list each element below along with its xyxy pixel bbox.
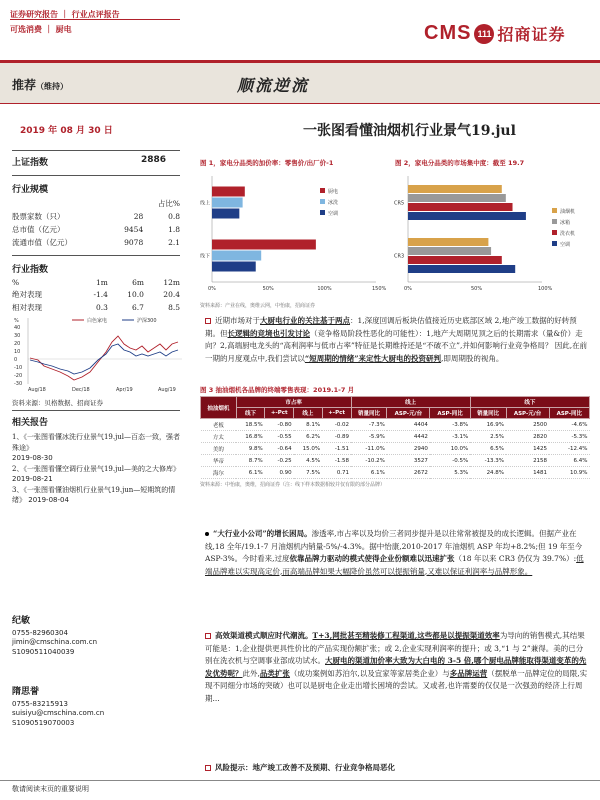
table-cell: 4.5% xyxy=(294,455,322,467)
x-tick-label: Aug/18 xyxy=(28,387,46,392)
logo-cn-text: 招商证券 xyxy=(497,25,566,44)
related-item[interactable]: 3、《一张图看懂油烟机行业景气19.jun—短期筑的情绪》 2019-08-04 xyxy=(12,485,176,504)
left-source: 资料来源：贝格数据、招商证券 xyxy=(12,399,103,407)
fig1-chart xyxy=(198,170,388,300)
table-cell: 4404 xyxy=(387,419,430,431)
x-tick-label: 50% xyxy=(471,286,483,292)
table-cell: -0.55 xyxy=(265,431,294,443)
divider xyxy=(12,175,180,176)
legend-swatch xyxy=(552,241,557,246)
table-cell: 2500 xyxy=(506,419,549,431)
brand-cell: 华帝 xyxy=(201,455,237,467)
main-title: 一张图看懂油烟机行业景气19.jul xyxy=(303,123,516,139)
table-cell: -1.58 xyxy=(322,455,351,467)
x-tick-label: 0% xyxy=(404,286,412,292)
fig2-title: 图 2，家电分品类的市场集中度：截至 19.7 xyxy=(395,159,525,167)
legend-label: 白色家电 xyxy=(87,318,108,324)
table-cell: -0.89 xyxy=(322,431,351,443)
table-row xyxy=(201,443,590,455)
left-column xyxy=(12,150,180,314)
legend-label: 沪深300 xyxy=(137,318,157,324)
table-row xyxy=(201,455,590,467)
x-tick-label: Aug/19 xyxy=(158,387,176,392)
table-cell: 8.1% xyxy=(294,419,322,431)
bar xyxy=(408,212,526,220)
series-line-appliance xyxy=(30,336,178,380)
table-cell: -1.51 xyxy=(322,443,351,455)
index-box xyxy=(12,155,180,168)
table-cell: 0.90 xyxy=(265,467,294,479)
table-row: 总市值（亿元） 9454 1.8 xyxy=(12,225,180,234)
table-cell: -3.8% xyxy=(430,419,470,431)
legend-label: 空调 xyxy=(560,242,571,248)
table-row xyxy=(201,419,590,431)
table-cell: 2940 xyxy=(387,443,430,455)
left-lower xyxy=(12,398,180,506)
legend-label: 油烟机 xyxy=(560,209,576,215)
logo-cms-text: CMS xyxy=(424,22,472,44)
category-label: CR3 xyxy=(394,253,405,260)
bar xyxy=(212,198,243,208)
legend-swatch xyxy=(552,230,557,235)
table-cell: 7.5% xyxy=(294,467,322,479)
y-tick-label: 0 xyxy=(14,357,18,363)
table-cell: 16.8% xyxy=(236,431,264,443)
bar xyxy=(212,187,245,197)
banner-red-bottom xyxy=(0,103,600,104)
table-row: 股票家数（只） 28 0.8 xyxy=(12,212,180,221)
table-cell: 1425 xyxy=(506,443,549,455)
table-cell: -5.9% xyxy=(351,431,387,443)
table-cell: 6.2% xyxy=(294,431,322,443)
table-cell: 4442 xyxy=(387,431,430,443)
table-row: 流通市值（亿元） 9078 2.1 xyxy=(12,238,180,247)
bar xyxy=(212,251,261,261)
bar xyxy=(408,185,502,193)
bar xyxy=(408,194,506,202)
paragraph-bullet-1: “大行业小公司”的增长困局。渗透率,市占率以及均价三者同步提升是以往常常被提及的成长逻辑。但据产业在线,18 全年/19.1-7 月油烟机内销量-5%/-4.3%。据中怡康,2010-2017 年油烟机 ASP 年均+8.2%;但 19 年至今 ASP-3%。今时看来,过度依靠品牌力驱动的模式使得企业份额难以迅速扩张（18 年以来 CR3 仍仅为 39.7%）:低端品牌难以实现高定价,而高端品牌如果大幅降价虽然可以提振销量,又难以保证利润率与品牌形象。 xyxy=(205,529,584,576)
industry-scale-table xyxy=(12,197,180,249)
table-cell: 2.5% xyxy=(470,431,506,443)
table-cell: 5.3% xyxy=(430,467,470,479)
pct-header: 占比% xyxy=(157,199,180,208)
table-cell: 10.9% xyxy=(549,467,589,479)
index-line-chart xyxy=(12,314,187,392)
table3-title: 图 3 抽油烟机各品牌的终端零售表现：2019.1-7 月 xyxy=(200,386,355,394)
table-row: 绝对表现 -1.4 10.0 20.4 xyxy=(12,290,180,299)
legend-swatch xyxy=(320,210,325,215)
logo xyxy=(424,22,565,45)
x-tick-label: 100% xyxy=(538,286,553,292)
table-cell: -0.02 xyxy=(322,419,351,431)
related-list xyxy=(12,432,180,506)
legend-label: 冰箱 xyxy=(560,220,571,226)
divider xyxy=(12,150,180,151)
legend-label: 冰洗 xyxy=(328,200,339,206)
table-cell: 2820 xyxy=(506,431,549,443)
industry-index-table: % 1m 6m 12m 绝对表现 -1.4 10.0 20.4 相对表现 0.3 6.7 8.5 xyxy=(12,278,180,312)
table-cell: 8.7% xyxy=(236,455,264,467)
table-cell: -3.1% xyxy=(430,431,470,443)
related-item[interactable]: 2、《一张图看懂空调行业景气19.jul—美的之大修库》 2019-08-21 xyxy=(12,464,181,483)
y-tick-label: 30 xyxy=(14,333,21,339)
related-title: 相关报告 xyxy=(12,418,49,428)
y-tick-label: % xyxy=(14,318,19,324)
y-tick-label: 20 xyxy=(14,341,21,347)
table-cell: 10.0% xyxy=(430,443,470,455)
bar xyxy=(408,203,513,211)
risk-note: 风险提示：地产竣工改善不及预期、行业竞争格局恶化 xyxy=(205,762,590,775)
square-bullet-icon xyxy=(205,765,211,771)
table-row xyxy=(201,431,590,443)
x-tick-label: Apr/19 xyxy=(116,387,133,392)
table3-source: 资料来源：中怡康，奥维，招商证券（注：线下样本数据相较并仅有限的部分品牌） xyxy=(200,482,386,488)
divider xyxy=(12,255,180,256)
table-cell: 6.1% xyxy=(351,467,387,479)
table-cell: -0.64 xyxy=(265,443,294,455)
table-cell: -10.2% xyxy=(351,455,387,467)
analyst-name: 隋思誉 xyxy=(12,687,40,697)
legend-swatch xyxy=(320,188,325,193)
rating-label: 推荐（维持） xyxy=(12,78,69,92)
bar xyxy=(212,240,316,250)
table-row: 相对表现 0.3 6.7 8.5 xyxy=(12,303,180,312)
table-cell: 1481 xyxy=(506,467,549,479)
y-tick-label: 40 xyxy=(14,325,21,331)
table-cell: -0.5% xyxy=(430,455,470,467)
table-cell: -11.0% xyxy=(351,443,387,455)
table-cell: 2672 xyxy=(387,467,430,479)
square-bullet-icon xyxy=(205,318,211,324)
index-value: 2886 xyxy=(140,155,166,165)
fig1-source: 资料来源：产业在线，奥维云网，中怡康，招商证券 xyxy=(200,303,316,309)
x-tick-label: 100% xyxy=(317,286,332,292)
fig2-chart xyxy=(392,170,592,300)
paragraph-bullet-2: 高效渠道模式顺应时代潮流。T+3,网批甚至精装修工程渠道,这些都是以提振渠道效率为导向的销售模式,其结果可能是：1,企业提供更具性价比的产品实现份额扩张；或 2,企业实现利润率的提升；或 3,“1 与 2”兼得。美的已分别在洗衣机与空调事业部成功试水。大厨电的渠道加价率大致为大白电的 3-5 倍,哪个厨电品牌能取得渠道变革的先发优势呢？此外,品类扩张（成功案例如苏泊尔,以及宜家等家居类企业）与多品牌运营（摆脱单一品牌定位的局限,实现不同细分市场的突破）也可以是厨电企业走出增长困境的尝试。又或者,也许需要的仅仅是一次强劲的经济上行周期... xyxy=(205,631,588,703)
table-cell: -7.3% xyxy=(351,419,387,431)
analyst-1 xyxy=(12,617,97,657)
analyst-id: S1090519070003 xyxy=(12,718,75,727)
divider xyxy=(12,410,180,411)
analyst-phone: 0755-83215913 xyxy=(12,699,68,708)
brand-cell: 老板 xyxy=(201,419,237,431)
category-label: CR5 xyxy=(394,200,405,207)
table-cell: -12.4% xyxy=(549,443,589,455)
x-tick-label: 150% xyxy=(372,286,387,292)
table-cell: 15.0% xyxy=(294,443,322,455)
table-cell: 6.4% xyxy=(549,455,589,467)
square-bullet-icon xyxy=(205,633,211,639)
brand-cell: 美的 xyxy=(201,443,237,455)
table-cell: -4.6% xyxy=(549,419,589,431)
table-cell: -5.3% xyxy=(549,431,589,443)
bar xyxy=(408,247,491,255)
paragraph-1: 近期市场对于大厨电行业的关注基于两点：1,深度回调后板块估值接近历史底部区域 2,地产竣工数据的好转预期。但长逻辑的竞境也引发讨论（竞争格局阶段性恶化的可能性）：1,地产大周期见顶之后的长期需求（量&价）走向？2,高端厨电龙头的“高利润率与低市占率”特征是长期维持还是“不破不立”,并如何影响行业竞争格局？ 因此,在前一期的月度观点中,我们尝试以“短周期的情绪”来定性大厨电的投资研判,即周期股的视角。 xyxy=(205,316,588,363)
legend-label: 空调 xyxy=(328,211,339,217)
table3: 抽油烟机 市占率 线上 线下 线下 +-Pct 线上 +-Pct 销量同比 ASP-元/台 ASP-同比 销量同比 ASP-元/台 ASP-同比 老板 18.5% -0.80 8.1% -0.02 -7.3% 4404 -3.8% 16.9% 2500 -4.6% 方太 16.8% -0.55 6.2% -0.89 -5.9% 4442 -3.1% 2.5% 2820 -5.3% 美的 9.8% -0.64 15.0% -1.51 -11.0% 2940 10.0% 6.5% 1425 -12.4% 华帝 8.7% -0.25 4.5% -1.58 -10.2% 3527 -0.5% -13.3% 2158 6.4% 海尔 6.1% 0.90 7.5% 0.71 6.1% 2672 5.3% 24.8% 1481 10.9% 资料来源：中怡康，奥维，招商证券（注：线下样本数据相较并仅有限的部分品牌） xyxy=(200,396,590,488)
table-cell: -0.25 xyxy=(265,455,294,467)
legend-label: 洗衣机 xyxy=(560,231,576,237)
report-type: 证券研究报告 ｜ 行业点评报告 xyxy=(10,10,120,19)
report-sector: 可选消费 ｜ 厨电 xyxy=(10,25,72,34)
related-item[interactable]: 1、《一张图看懂冰洗行业景气19.jul—百态一致，强者殊途》 2019-08-30 xyxy=(12,433,181,462)
table-cell: -0.80 xyxy=(265,419,294,431)
table-cell: 9.8% xyxy=(236,443,264,455)
industry-scale-title: 行业规模 xyxy=(12,185,49,195)
y-tick-label: 10 xyxy=(14,349,21,355)
category-label: 线上 xyxy=(200,200,211,207)
bar xyxy=(408,265,515,273)
legend-swatch xyxy=(552,208,557,213)
bar xyxy=(212,262,256,272)
bar xyxy=(212,209,239,219)
brand-cell: 方太 xyxy=(201,431,237,443)
analyst-email[interactable]: suisiyu@cmschina.com.cn xyxy=(12,709,105,717)
report-date: 2019 年 08 月 30 日 xyxy=(20,126,113,136)
title-banner xyxy=(0,63,600,103)
brand-cell: 海尔 xyxy=(201,467,237,479)
y-tick-label: -30 xyxy=(14,381,23,387)
table-cell: 2158 xyxy=(506,455,549,467)
header-divider xyxy=(10,19,180,20)
analyst-id: S1090511040039 xyxy=(12,647,75,656)
analyst-phone: 0755-82960304 xyxy=(12,628,68,637)
fig1-title: 图 1，家电分品类的加价率：零售价/出厂价-1 xyxy=(200,159,334,167)
table-row xyxy=(201,467,590,479)
bar xyxy=(408,256,502,264)
bullet-icon xyxy=(205,532,209,536)
footer-note: 敬请阅读末页的重要说明 xyxy=(12,785,89,793)
bar xyxy=(408,238,488,246)
table-cell: 16.9% xyxy=(470,419,506,431)
table-cell: 3527 xyxy=(387,455,430,467)
legend-swatch xyxy=(320,199,325,204)
footer-divider xyxy=(0,780,600,781)
banner-title: 顺流逆流 xyxy=(237,76,310,95)
table-cell: 6.5% xyxy=(470,443,506,455)
table-cell: 24.8% xyxy=(470,467,506,479)
x-tick-label: Dec/18 xyxy=(72,387,90,392)
analyst-name: 纪敏 xyxy=(12,616,31,626)
logo-seal-icon: 111 xyxy=(474,24,494,44)
analyst-2 xyxy=(12,688,104,728)
legend-label: 厨电 xyxy=(328,189,339,195)
analyst-email[interactable]: jimin@cmschina.com.cn xyxy=(12,638,98,646)
table-cell: 0.71 xyxy=(322,467,351,479)
x-tick-label: 50% xyxy=(262,286,274,292)
y-tick-label: -10 xyxy=(14,365,23,371)
table-cell: 6.1% xyxy=(236,467,264,479)
category-label: 线下 xyxy=(200,253,211,260)
table-cell: -13.3% xyxy=(470,455,506,467)
industry-index-title: 行业指数 xyxy=(12,265,49,275)
legend-swatch xyxy=(552,219,557,224)
index-label: 上证指数 xyxy=(12,158,49,168)
x-tick-label: 0% xyxy=(208,286,216,292)
y-tick-label: -20 xyxy=(14,373,23,379)
table-cell: 18.5% xyxy=(236,419,264,431)
